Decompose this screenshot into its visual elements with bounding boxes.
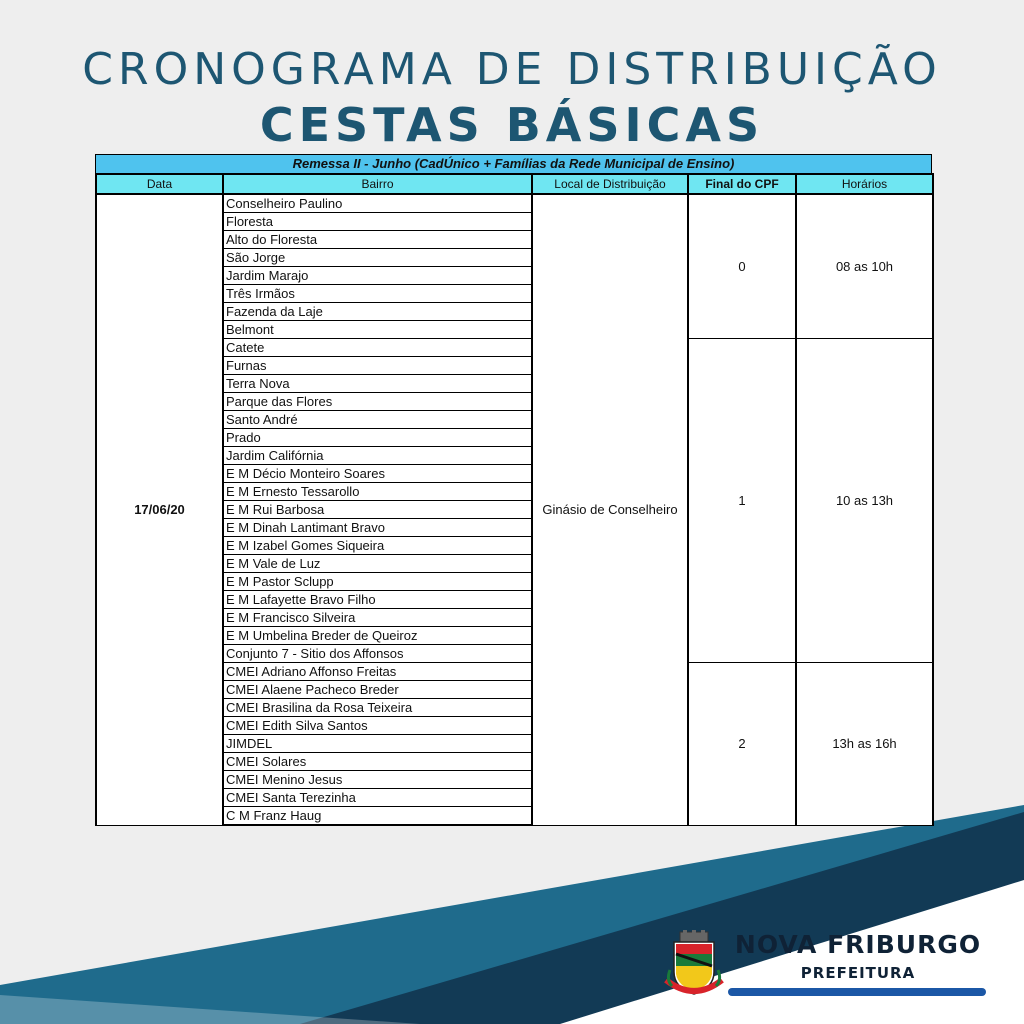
distribution-date: 17/06/20 [96,194,223,825]
bairro-cell: CMEI Brasilina da Rosa Teixeira [223,699,532,717]
column-header-data: Data [96,174,223,194]
bairro-cell: E M Pastor Sclupp [223,573,532,591]
bairro-cell: Furnas [223,357,532,375]
bairro-cell: E M Francisco Silveira [223,609,532,627]
bairro-cell: CMEI Solares [223,753,532,771]
bairro-cell: Santo André [223,411,532,429]
bairro-cell: C M Franz Haug [223,807,532,826]
column-header-local: Local de Distribuição [532,174,688,194]
horario-cell: 13h as 16h [796,663,933,826]
horario-cell: 08 as 10h [796,194,933,339]
bairro-cell: Belmont [223,321,532,339]
column-header-bairro: Bairro [223,174,532,194]
bairro-cell: São Jorge [223,249,532,267]
bairro-cell: Fazenda da Laje [223,303,532,321]
bairro-cell: E M Izabel Gomes Siqueira [223,537,532,555]
bairro-cell: Jardim Califórnia [223,447,532,465]
city-coat-of-arms-icon [664,930,724,1000]
bairro-cell: Três Irmãos [223,285,532,303]
horario-cell: 10 as 13h [796,339,933,663]
bairro-cell: Conjunto 7 - Sitio dos Affonsos [223,645,532,663]
bairro-cell: E M Ernesto Tessarollo [223,483,532,501]
bairro-cell: CMEI Alaene Pacheco Breder [223,681,532,699]
column-header-horarios: Horários [796,174,933,194]
schedule-body [96,194,933,825]
bairro-cell: E M Dinah Lantimant Bravo [223,519,532,537]
cpf-final-cell: 2 [688,663,796,826]
distribution-location: Ginásio de Conselheiro [532,194,688,825]
bairro-cell: Parque das Flores [223,393,532,411]
bairro-cell: JIMDEL [223,735,532,753]
bairro-cell: E M Umbelina Breder de Queiroz [223,627,532,645]
bairro-cell: Floresta [223,213,532,231]
brand-name: NOVA FRIBURGO [734,930,982,959]
bairro-cell: E M Rui Barbosa [223,501,532,519]
page-title-line2: CESTAS BÁSICAS [259,98,765,152]
bairro-cell: CMEI Santa Terezinha [223,789,532,807]
sheet-banner: Remessa II - Junho (CadÚnico + Famílias da Rede Municipal de Ensino) [95,154,932,173]
brand-subtitle: PREFEITURA [800,964,916,982]
table-header-row [96,174,933,194]
bairro-cell: Conselheiro Paulino [223,194,532,213]
bairro-cell: Catete [223,339,532,357]
bairro-cell: Terra Nova [223,375,532,393]
bairro-cell: CMEI Adriano Affonso Freitas [223,663,532,681]
bairro-cell: Alto do Floresta [223,231,532,249]
bairro-cell: E M Vale de Luz [223,555,532,573]
brand-underline [728,988,986,996]
bairro-cell: E M Décio Monteiro Soares [223,465,532,483]
bairro-cell: Jardim Marajo [223,267,532,285]
cpf-final-cell: 1 [688,339,796,663]
bairro-cell: CMEI Menino Jesus [223,771,532,789]
table-row [96,194,933,213]
bairro-cell: Prado [223,429,532,447]
cpf-final-cell: 0 [688,194,796,339]
column-header-final-cpf: Final do CPF [688,174,796,194]
bairro-cell: CMEI Edith Silva Santos [223,717,532,735]
bairro-cell: E M Lafayette Bravo Filho [223,591,532,609]
page-title-line1: CRONOGRAMA DE DISTRIBUIÇÃO [82,44,942,95]
schedule-sheet [95,154,932,826]
schedule-table [95,173,934,826]
